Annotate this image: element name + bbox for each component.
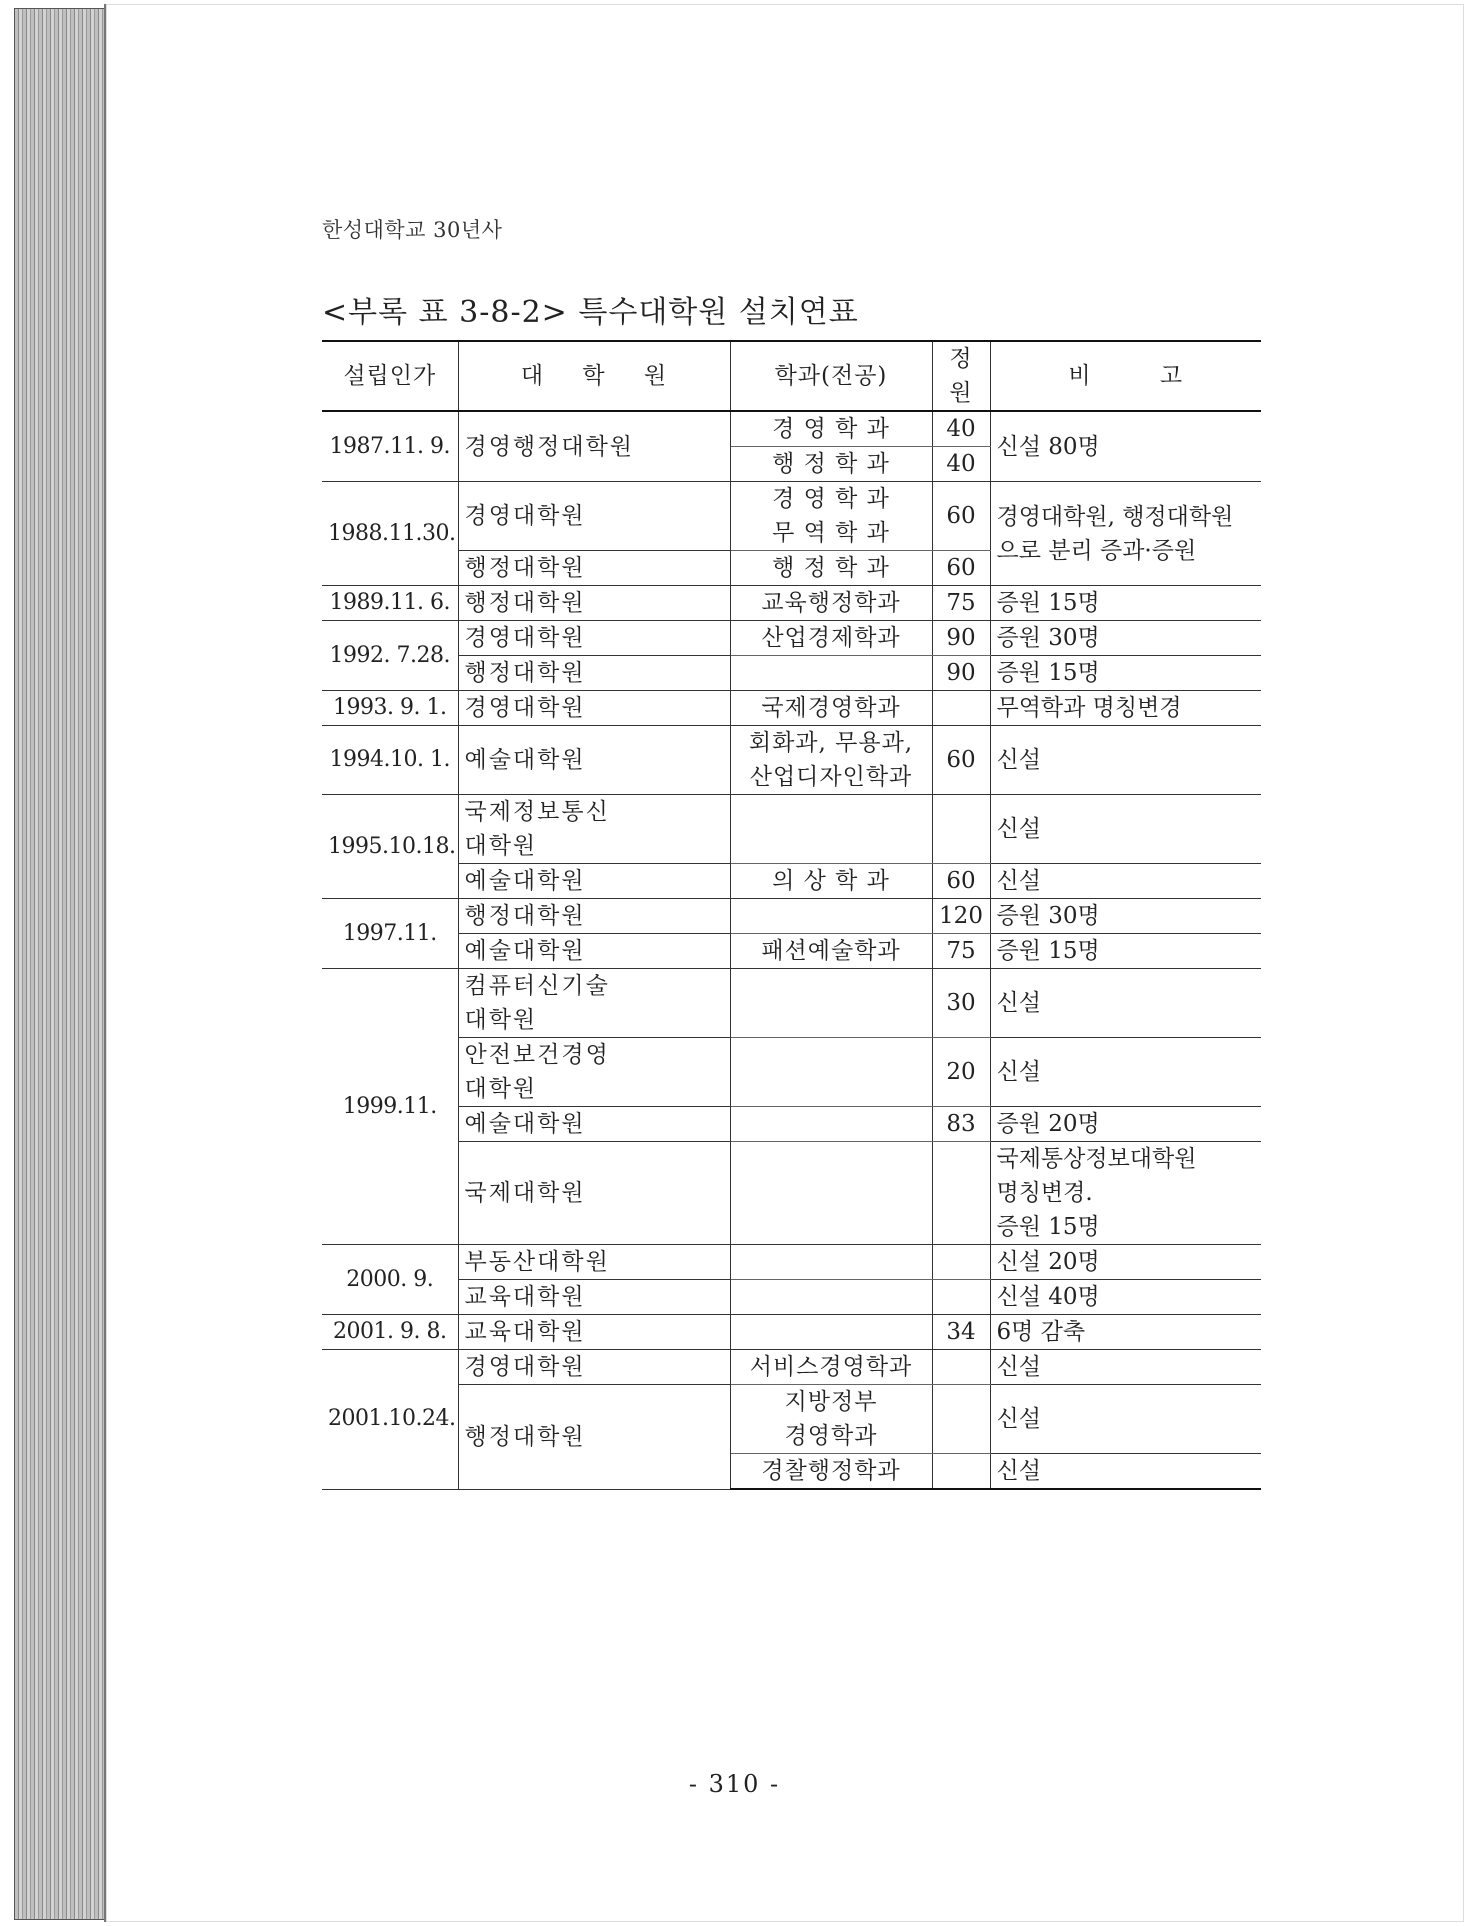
institution-cell: 예술대학원	[458, 934, 730, 969]
table-row	[322, 795, 1261, 864]
department-cell: 의 상 학 과	[730, 864, 932, 899]
page-edge-stack	[14, 8, 106, 1920]
department-cell	[730, 1280, 932, 1315]
table-row	[322, 934, 1261, 969]
table-row	[322, 864, 1261, 899]
institution-cell: 경영대학원	[458, 1350, 730, 1385]
institution-cell: 경영대학원	[458, 691, 730, 726]
note-cell: 경영대학원, 행정대학원으로 분리 증과·증원	[990, 482, 1261, 586]
capacity-cell: 30	[932, 969, 990, 1038]
approval-date-cell: 1994.10. 1.	[322, 726, 458, 795]
capacity-cell: 75	[932, 934, 990, 969]
capacity-cell: 40	[932, 411, 990, 447]
table-row	[322, 1280, 1261, 1315]
department-cell	[730, 1107, 932, 1142]
department-cell: 지방정부 경영학과	[730, 1385, 932, 1454]
approval-date-cell: 2000. 9.	[322, 1245, 458, 1315]
note-cell: 증원 20명	[990, 1107, 1261, 1142]
approval-date-cell: 1993. 9. 1.	[322, 691, 458, 726]
capacity-cell	[932, 1385, 990, 1454]
note-cell: 신설 80명	[990, 411, 1261, 482]
department-cell	[730, 1142, 932, 1245]
institution-cell: 행정대학원	[458, 656, 730, 691]
institution-cell: 예술대학원	[458, 864, 730, 899]
institution-cell: 예술대학원	[458, 1107, 730, 1142]
table-header-row	[322, 341, 1261, 411]
note-cell: 국제통상정보대학원 명칭변경. 증원 15명	[990, 1142, 1261, 1245]
capacity-cell: 75	[932, 586, 990, 621]
capacity-cell: 60	[932, 551, 990, 586]
institution-cell: 교육대학원	[458, 1280, 730, 1315]
table-row	[322, 1350, 1261, 1385]
department-cell: 교육행정학과	[730, 586, 932, 621]
department-cell: 산업경제학과	[730, 621, 932, 656]
department-cell	[730, 1038, 932, 1107]
institution-cell: 경영대학원	[458, 621, 730, 656]
table-body	[322, 411, 1261, 1489]
running-header: 한성대학교 30년사	[322, 218, 503, 242]
note-cell: 신설	[990, 726, 1261, 795]
column-header: 정원	[932, 341, 990, 411]
note-cell: 증원 30명	[990, 899, 1261, 934]
department-cell: 서비스경영학과	[730, 1350, 932, 1385]
approval-date-cell: 1995.10.18.	[322, 795, 458, 899]
institution-cell: 행정대학원	[458, 586, 730, 621]
note-cell: 신설	[990, 1350, 1261, 1385]
note-cell: 증원 15명	[990, 934, 1261, 969]
table-row	[322, 1385, 1261, 1454]
note-cell: 신설	[990, 1038, 1261, 1107]
table-title: <부록 표 3-8-2> 특수대학원 설치연표	[322, 295, 859, 330]
department-cell	[730, 969, 932, 1038]
department-cell	[730, 1245, 932, 1280]
capacity-cell	[932, 1454, 990, 1490]
table-row	[322, 1142, 1261, 1245]
department-cell: 국제경영학과	[730, 691, 932, 726]
department-cell	[730, 899, 932, 934]
column-header: 대 학 원	[458, 341, 730, 411]
table-row	[322, 1315, 1261, 1350]
capacity-cell: 34	[932, 1315, 990, 1350]
table-row	[322, 1107, 1261, 1142]
table-row	[322, 482, 1261, 551]
department-cell: 패션예술학과	[730, 934, 932, 969]
page-number: - 310 -	[688, 1770, 781, 1798]
institution-cell: 경영대학원	[458, 482, 730, 551]
institution-line: 컴퓨터신기술	[464, 973, 610, 999]
department-cell: 행 정 학 과	[730, 447, 932, 482]
institution-cell	[458, 1038, 730, 1107]
note-cell: 증원 15명	[990, 586, 1261, 621]
graduate-school-table	[322, 340, 1261, 1490]
institution-cell: 국제대학원	[458, 1142, 730, 1245]
capacity-cell	[932, 1350, 990, 1385]
approval-date-cell: 1997.11.	[322, 899, 458, 969]
note-cell: 증원 15명	[990, 656, 1261, 691]
capacity-cell: 60	[932, 864, 990, 899]
note-cell: 신설	[990, 969, 1261, 1038]
institution-cell: 행정대학원	[458, 551, 730, 586]
note-cell: 신설 20명	[990, 1245, 1261, 1280]
note-cell: 신설	[990, 1385, 1261, 1454]
institution-cell: 행정대학원	[458, 899, 730, 934]
institution-cell	[458, 969, 730, 1038]
institution-line: 안전보건경영	[464, 1042, 610, 1068]
table-row	[322, 1245, 1261, 1280]
note-cell: 신설	[990, 795, 1261, 864]
institution-line: 대학원	[464, 1007, 538, 1033]
table-row	[322, 621, 1261, 656]
capacity-cell	[932, 1245, 990, 1280]
capacity-cell: 83	[932, 1107, 990, 1142]
note-cell: 신설	[990, 1454, 1261, 1490]
column-header: 비 고	[990, 341, 1261, 411]
table-row	[322, 899, 1261, 934]
table-row	[322, 411, 1261, 447]
institution-cell: 경영행정대학원	[458, 411, 730, 482]
institution-cell: 예술대학원	[458, 726, 730, 795]
note-cell: 증원 30명	[990, 621, 1261, 656]
approval-date-cell: 1999.11.	[322, 969, 458, 1245]
department-cell: 경 영 학 과 무 역 학 과	[730, 482, 932, 551]
capacity-cell: 60	[932, 482, 990, 551]
table-row	[322, 586, 1261, 621]
department-cell: 회화과, 무용과, 산업디자인학과	[730, 726, 932, 795]
approval-date-cell: 1992. 7.28.	[322, 621, 458, 691]
department-cell	[730, 1315, 932, 1350]
table-row	[322, 726, 1261, 795]
column-header: 설립인가	[322, 341, 458, 411]
approval-date-cell: 2001.10.24.	[322, 1350, 458, 1490]
approval-date-cell: 1987.11. 9.	[322, 411, 458, 482]
capacity-cell: 40	[932, 447, 990, 482]
capacity-cell	[932, 795, 990, 864]
department-cell: 경 영 학 과	[730, 411, 932, 447]
institution-cell: 행정대학원	[458, 1385, 730, 1490]
table-row	[322, 691, 1261, 726]
note-cell: 신설	[990, 864, 1261, 899]
approval-date-cell: 2001. 9. 8.	[322, 1315, 458, 1350]
institution-line: 대학원	[464, 1076, 538, 1102]
capacity-cell	[932, 1142, 990, 1245]
capacity-cell: 90	[932, 621, 990, 656]
table-row	[322, 1038, 1261, 1107]
capacity-cell	[932, 1280, 990, 1315]
department-cell: 행 정 학 과	[730, 551, 932, 586]
approval-date-cell: 1988.11.30.	[322, 482, 458, 586]
institution-cell: 부동산대학원	[458, 1245, 730, 1280]
department-cell	[730, 656, 932, 691]
institution-cell: 교육대학원	[458, 1315, 730, 1350]
capacity-cell: 90	[932, 656, 990, 691]
capacity-cell: 20	[932, 1038, 990, 1107]
department-cell	[730, 795, 932, 864]
approval-date-cell: 1989.11. 6.	[322, 586, 458, 621]
table-row	[322, 656, 1261, 691]
note-cell: 신설 40명	[990, 1280, 1261, 1315]
column-header: 학과(전공)	[730, 341, 932, 411]
department-cell: 경찰행정학과	[730, 1454, 932, 1490]
capacity-cell: 60	[932, 726, 990, 795]
institution-line: 대학원	[464, 833, 538, 859]
note-cell: 무역학과 명칭변경	[990, 691, 1261, 726]
capacity-cell	[932, 691, 990, 726]
table-row	[322, 969, 1261, 1038]
note-cell: 6명 감축	[990, 1315, 1261, 1350]
capacity-cell: 120	[932, 899, 990, 934]
institution-cell	[458, 795, 730, 864]
institution-line: 국제정보통신	[464, 799, 610, 825]
